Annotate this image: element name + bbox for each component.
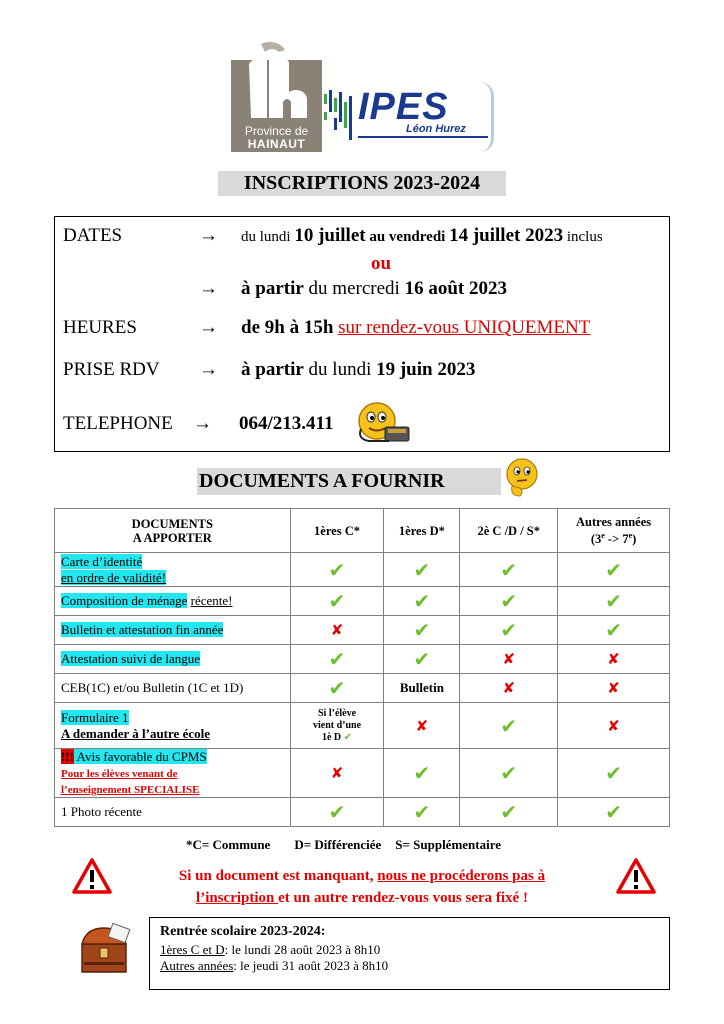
check-icon: ✔ (460, 587, 558, 616)
cross-icon: ✘ (290, 749, 384, 798)
check-icon: ✔ (290, 553, 384, 587)
table-row (55, 645, 670, 674)
check-icon: ✔ (460, 798, 558, 827)
dates-label: DATES (63, 225, 123, 246)
warning-icon (72, 858, 112, 894)
rentree-line-2: Autres années: le jeudi 31 août 2023 à 8h10 (160, 958, 389, 973)
check-icon: ✔ (460, 703, 558, 749)
row-label: Attestation suivi de langue (55, 645, 291, 674)
cross-icon: ✘ (558, 674, 670, 703)
rentree-title: Rentrée scolaire 2023-2024: (160, 924, 326, 939)
table-row (55, 798, 670, 827)
ipes-underline (358, 136, 488, 138)
check-icon: ✔ (384, 553, 460, 587)
dates-value: du lundi 10 juillet au vendredi 14 juillet 2023 inclus (241, 225, 603, 246)
province-hainaut-logo (231, 40, 322, 152)
check-icon: ✔ (558, 749, 670, 798)
row-label: CEB(1C) et/ou Bulletin (1C et 1D) (55, 674, 291, 703)
cross-icon: ✘ (558, 703, 670, 749)
rdv-value: à partir du lundi 19 juin 2023 (241, 359, 476, 380)
dates-value-2: à partir du mercredi 16 août 2023 (241, 278, 507, 299)
header-other-years: Autres années $(3e -> 7^e)$ (558, 509, 670, 553)
ipes-subtitle: Léon Hurez (406, 123, 466, 135)
cross-icon: ✘ (460, 674, 558, 703)
arrow-icon: → (199, 359, 218, 380)
hours-value: de 9h à 15h sur rendez-vous UNIQUEMENT (241, 317, 591, 338)
check-icon: ✔ (290, 798, 384, 827)
header-documents: DOCUMENTS A APPORTER (55, 509, 291, 553)
table-row (55, 587, 670, 616)
table-row (55, 553, 670, 587)
check-icon: ✔ (384, 645, 460, 674)
smiley-phone-icon (355, 399, 415, 447)
hours-label: HEURES (63, 317, 137, 338)
phone-value: 064/213.411 (239, 413, 334, 434)
row-label: !!! Avis favorable du CPMS Pour les élèves venant de l’enseignement SPECIALISE (55, 749, 291, 798)
check-icon: ✔ (558, 553, 670, 587)
table-row (55, 703, 670, 749)
arrow-icon: → (199, 225, 218, 246)
documents-table (54, 508, 670, 827)
province-label-line2: HAINAUT (247, 137, 306, 151)
phone-label: TELEPHONE (63, 413, 173, 434)
rdv-label: PRISE RDV (63, 359, 160, 380)
check-icon: ✔ (384, 616, 460, 645)
row-label: Carte d’identité en ordre de validité! (55, 553, 291, 587)
check-icon: ✔ (558, 616, 670, 645)
check-icon: ✔ (384, 798, 460, 827)
check-icon: ✔ (384, 749, 460, 798)
row-label: Formulaire 1 A demander à l’autre école (55, 703, 291, 749)
rentree-line-1: 1ères C et D: le lundi 28 août 2023 à 8h10 (160, 942, 381, 957)
header-1c: 1ères C* (290, 509, 384, 553)
legend: *C= Commune D= Différenciée S= Supplémentaire (186, 837, 502, 852)
check-icon: ✔ (460, 616, 558, 645)
ipes-logo (322, 82, 494, 154)
note-cell: Si l’élève vient d’une 1è D ✔ (290, 703, 384, 749)
treasure-chest-icon (76, 922, 136, 978)
check-icon: ✔ (384, 587, 460, 616)
check-icon: ✔ (343, 731, 353, 743)
rentree-box (149, 917, 670, 990)
check-icon: ✔ (290, 674, 384, 703)
table-header-row (55, 509, 670, 553)
bulletin-cell: Bulletin (384, 674, 460, 703)
row-label: 1 Photo récente (55, 798, 291, 827)
arrow-icon: → (199, 317, 218, 338)
cross-icon: ✘ (290, 616, 384, 645)
check-icon: ✔ (558, 587, 670, 616)
table-row (55, 616, 670, 645)
check-icon: ✔ (460, 553, 558, 587)
row-label: Composition de ménage récente! (55, 587, 291, 616)
check-icon: ✔ (558, 798, 670, 827)
documents-title: DOCUMENTS A FOURNIR (197, 468, 501, 495)
or-separator: ou (371, 253, 392, 274)
bird-icon (239, 40, 314, 130)
arrow-icon: → (193, 413, 212, 434)
barcode-pattern-icon (322, 88, 356, 148)
province-label-line1: Province de (244, 124, 309, 138)
cross-icon: ✘ (384, 703, 460, 749)
table-row (55, 749, 670, 798)
header-1d: 1ères D* (384, 509, 460, 553)
cross-icon: ✘ (558, 645, 670, 674)
check-icon: ✔ (460, 749, 558, 798)
warning-icon (616, 858, 656, 894)
cross-icon: ✘ (460, 645, 558, 674)
check-icon: ✔ (290, 645, 384, 674)
missing-document-warning: Si un document est manquant, nous ne procéderons pas à l’inscription et un autre rendez-vous vous sera fixé ! (178, 868, 546, 906)
check-icon: ✔ (290, 587, 384, 616)
thinking-smiley-icon (500, 456, 544, 500)
arrow-icon: → (199, 278, 218, 299)
page-title: INSCRIPTIONS 2023-2024 (218, 171, 506, 196)
dates-box (54, 216, 670, 452)
row-label: Bulletin et attestation fin année (55, 616, 291, 645)
ipes-name: IPES (358, 86, 449, 128)
table-row (55, 674, 670, 703)
header-2cds: 2è C /D / S* (460, 509, 558, 553)
